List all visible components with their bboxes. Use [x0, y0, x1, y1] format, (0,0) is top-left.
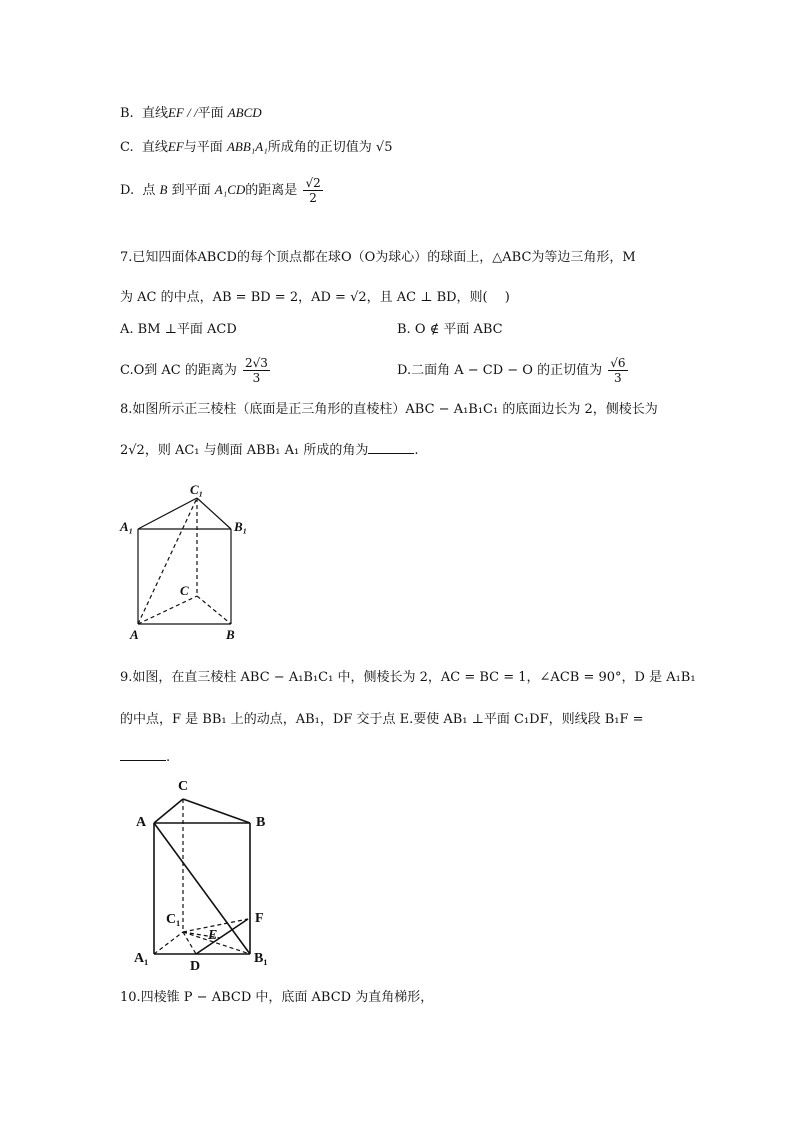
- q7-line2: 为 AC 的中点，AB = BD = 2，AD = √2，且 AC ⊥ BD，则( ): [120, 290, 510, 305]
- q9-line3: .: [120, 748, 170, 768]
- label-d: D: [190, 959, 201, 974]
- edge-a1-c1-hidden: [154, 932, 183, 954]
- q7-option-b: B. O ∉ 平面 ABC: [397, 322, 503, 337]
- label-c1: C₁: [166, 912, 181, 927]
- edge-c1-d-hidden: [183, 932, 196, 954]
- edge-c-b-hidden: [197, 596, 231, 624]
- label-f: F: [255, 911, 264, 926]
- q7-option-d: D.二面角 A − CD − O 的正切值为 $\frac{√6}{3}$: [397, 356, 626, 385]
- edge-a1-c1: [138, 498, 197, 529]
- q8-line2: 2√2，则 AC₁ 与侧面 ABB₁ A₁ 所成的角为 .: [120, 443, 419, 458]
- figure-prism-q9: [130, 770, 280, 975]
- edge-a-b1: [154, 823, 250, 954]
- label-e: E: [208, 928, 218, 943]
- option-b: B. 直线EF / /平面 ABCD: [120, 105, 262, 121]
- q7-line1: 7.已知四面体ABCD的每个顶点都在球O（O为球心）的球面上，△ABC为等边三角形，M: [120, 250, 636, 265]
- label-b1: B₁: [254, 951, 268, 966]
- edge-d-f: [196, 919, 248, 954]
- q9-line1: 9.如图，在直三棱柱 ABC − A₁B₁C₁ 中，侧棱长为 2，AC = BC = 1，∠ACB = 90°，D 是 A₁B₁: [120, 670, 696, 685]
- label-c: C: [180, 583, 189, 598]
- answer-blank: [368, 441, 414, 454]
- edge-a-c1-hidden: [138, 498, 197, 624]
- label-c1: C₁: [190, 482, 204, 497]
- label-a: A: [130, 627, 139, 642]
- option-c: C. 直线EF与平面 ABB₁A₁所成角的正切值为 √5: [120, 139, 393, 155]
- label-c: C: [178, 779, 189, 794]
- label-b: B: [256, 815, 266, 830]
- edge-a-c: [154, 799, 183, 823]
- edge-c1-b1: [197, 498, 231, 529]
- q8-line1: 8.如图所示正三棱柱（底面是正三角形的直棱柱）ABC − A₁B₁C₁ 的底面边长为 2，侧棱长为: [120, 402, 658, 417]
- label-b: B: [226, 627, 235, 642]
- edge-c-b: [183, 799, 250, 823]
- label-a: A: [136, 815, 147, 830]
- option-d: D. 点 B 到平面 A₁CD的距离是 $\frac{√2}{2}$: [120, 176, 321, 205]
- q9-line2: 的中点，F 是 BB₁ 上的动点，AB₁，DF 交于点 E.要使 AB₁ ⊥平面 C₁DF，则线段 B₁F =: [120, 712, 644, 727]
- fraction-sqrt2-over-2: $\frac{√2}{2}$: [305, 176, 321, 205]
- label-a1: A₁: [120, 519, 134, 534]
- edge-a-c-hidden: [138, 596, 197, 624]
- answer-blank: [120, 748, 166, 761]
- q7-option-c: C.O到 AC 的距离为 $\frac{2√3}{3}$: [120, 356, 268, 385]
- label-b1: B₁: [234, 519, 248, 534]
- q10-line1: 10.四棱锥 P − ABCD 中，底面 ABCD 为直角梯形，: [120, 990, 434, 1005]
- q7-option-a: A. BM ⊥平面 ACD: [120, 322, 237, 337]
- figure-prism-q8: [118, 478, 258, 643]
- label-a1: A₁: [134, 951, 149, 966]
